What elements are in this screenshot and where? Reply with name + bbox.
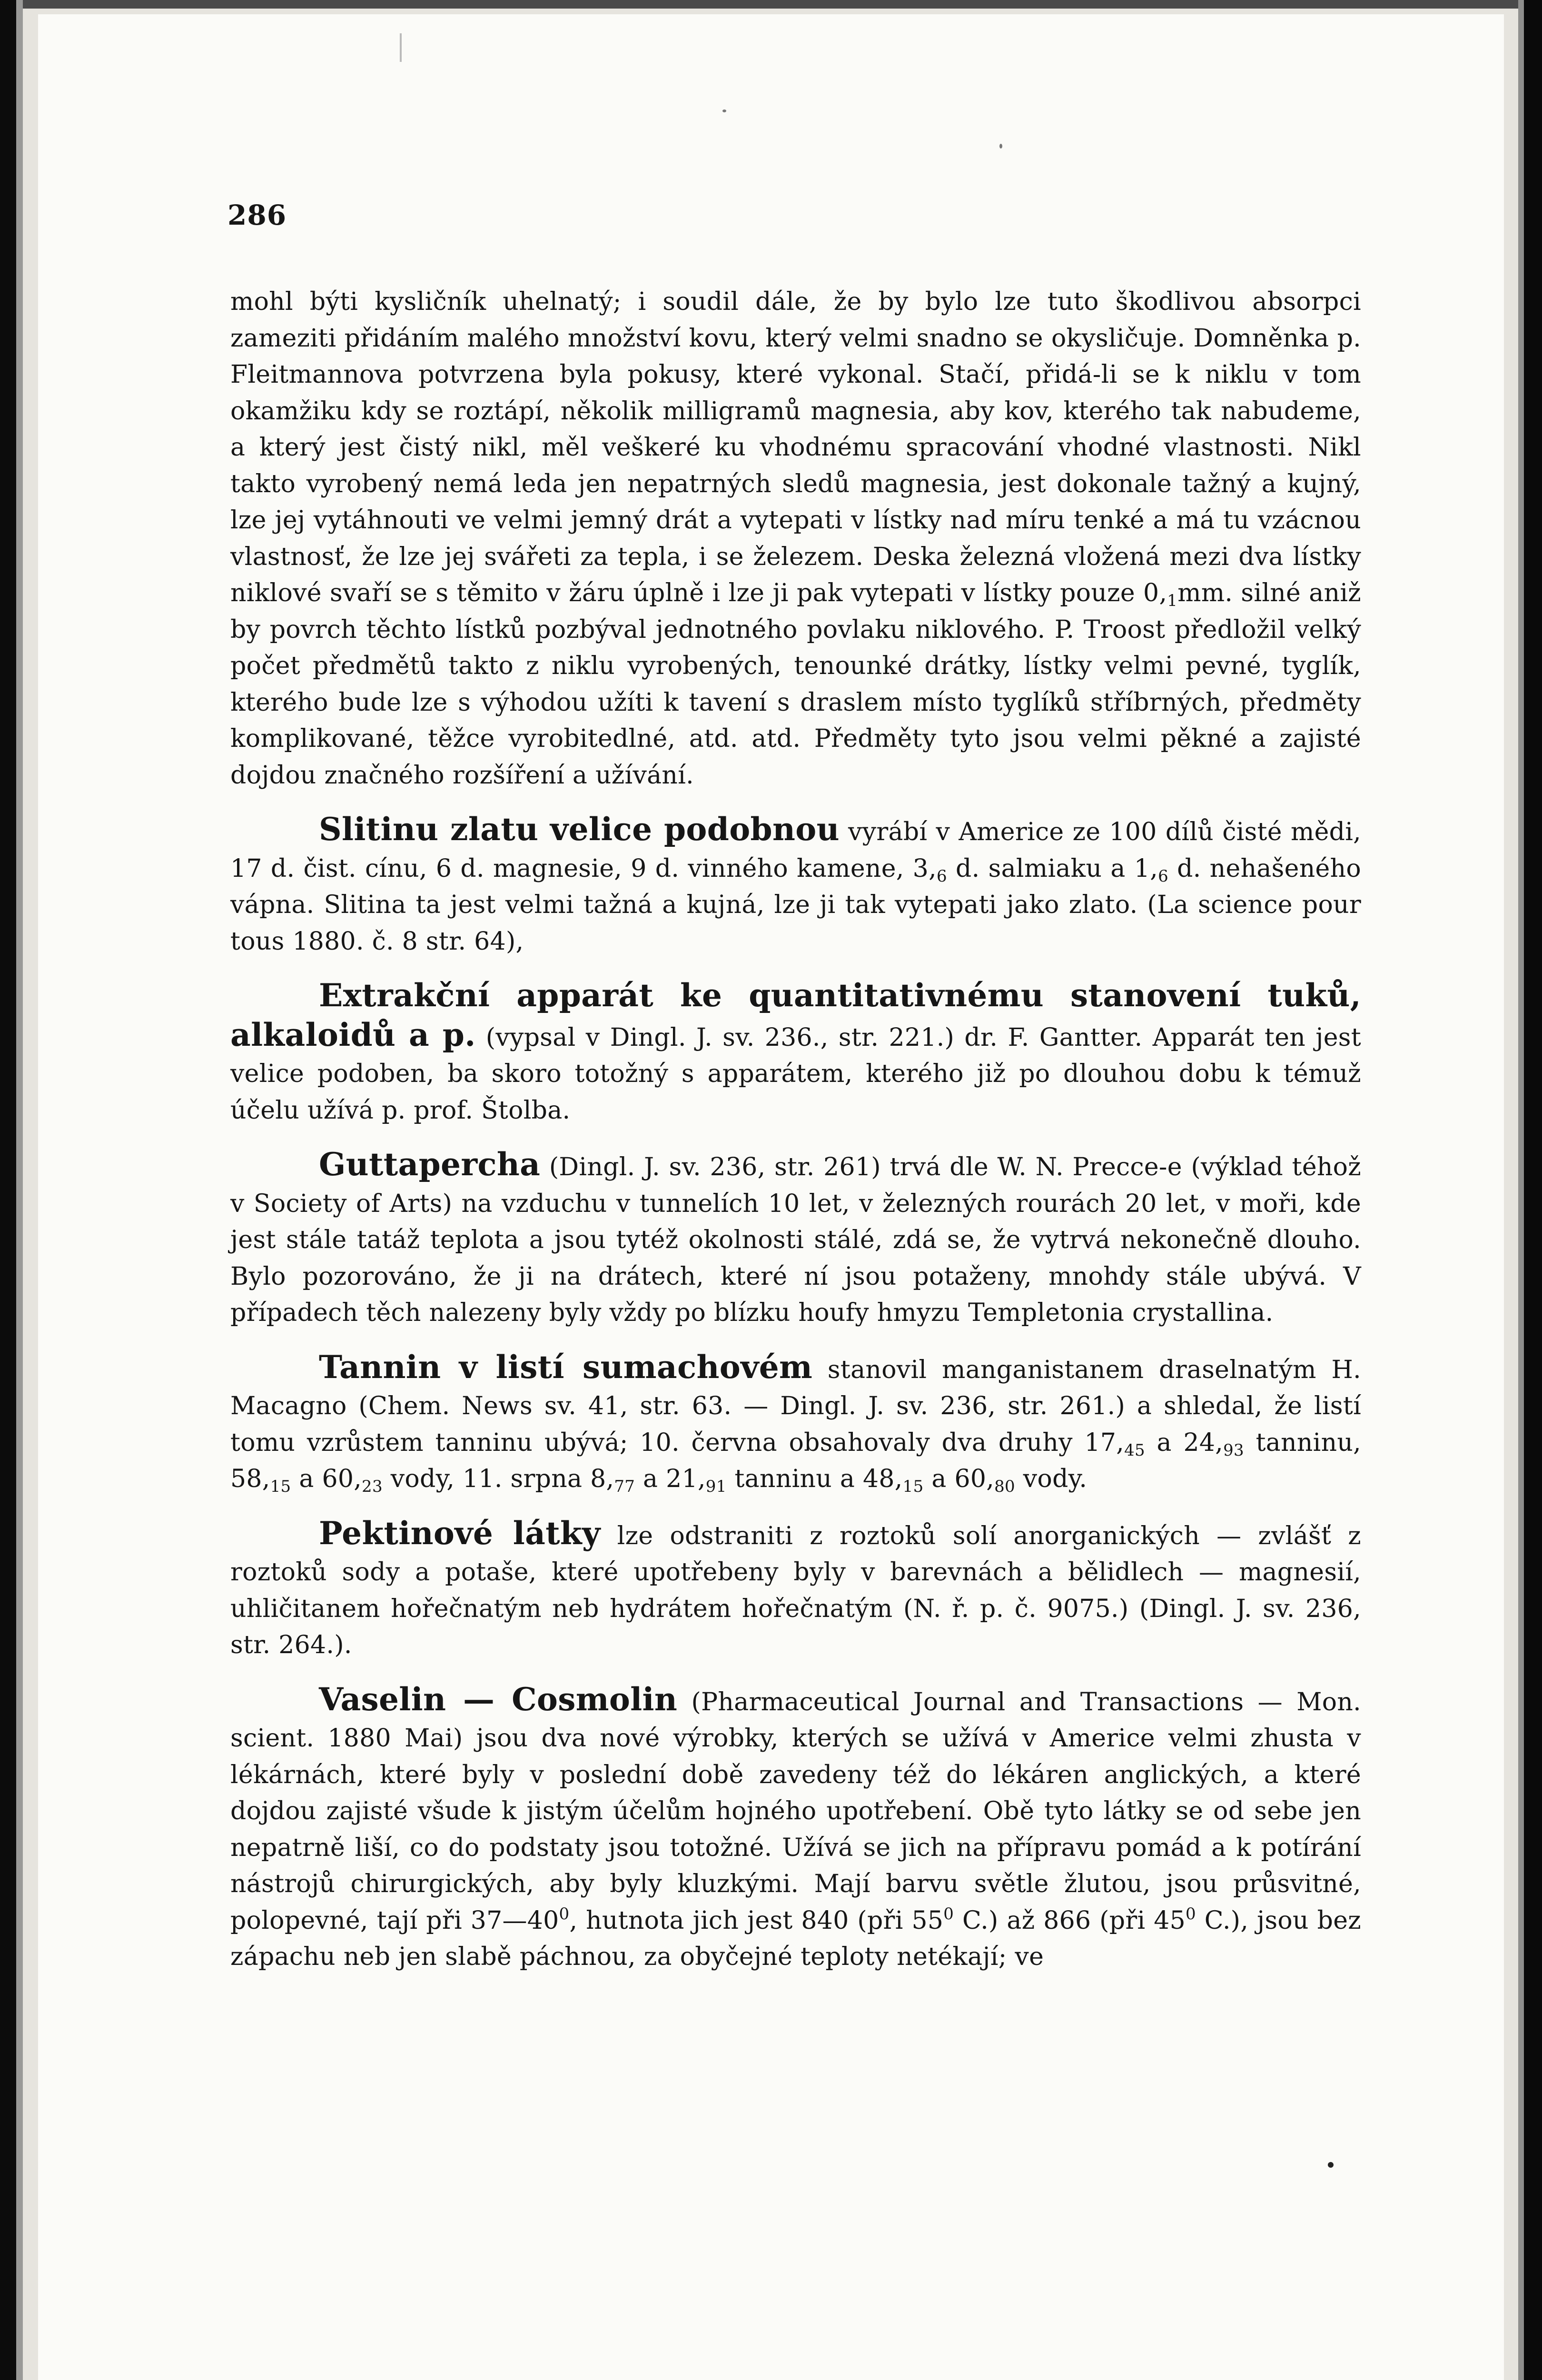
section-heading: Slitinu zlatu velice podobnou [319,811,840,848]
paragraph-nickel: mohl býti kysličník uhelnatý; i soudil dále, že by bylo lze tuto škodlivou absorpci zameziti přidáním malého množství kovu, který velmi snadno se okysličuje. Domněnka p. Fleitmannova potvrzena byla pokusy, které vykonal. Stačí, přidá-li se k niklu v tom okamžiku kdy se roztápí, několik milligramů magnesia, aby kov, kterého tak nabudeme, a který jest čistý nikl, měl veškeré ku vhodnému spracování vhodné vlastnosti. Nikl takto vyrobený nemá leda jen nepatrných sledů magnesia, jest dokonale tažný a kujný, lze jej vytáhnouti ve velmi jemný drát a vytepati v lístky nad míru tenké a má tu vzácnou vlastnosť, že lze jej svářeti za tepla, i se železem. Deska železná vložená mezi dva lístky niklové svaří se s těmito v žáru úplně i lze ji pak vytepati v lístky pouze $0,_1mm$. silné aniž by povrch těchto lístků pozbýval jednotného povlaku niklového. P. Troost předložil velký počet předmětů takto z niklu vyrobených, tenounké drátky, lístky velmi pevné, tyglík, kterého bude lze s výhodou užíti k tavení s draslem místo tyglíků stříbrných, předměty komplikované, těžce vyrobitedlné, atd. atd. Předměty tyto jsou velmi pěkné a zajisté dojdou značného rozšíření a užívání. [230,288,1362,790]
section-heading: Vaselin — Cosmolin [319,1680,678,1718]
paragraph-alloy: Slitinu zlatu velice podobnou vyrábí v Americe ze 100 dílů čisté mědi, 17 d. čist. cínu, 6 d. magnesie, 9 d. vinného kamene, $3,_6$ d. salmiaku a $1,_6$ d. nehašeného vápna. Slitina ta jest velmi tažná a kujná, lze ji tak vytepati jako zlato. (La science pour tous 1880. č. 8 str. 64), [230,811,1362,956]
section-heading: Tannin v listí sumachovém [319,1348,813,1386]
page-text [230,284,1361,1975]
speck [722,109,726,112]
section-heading: Guttapercha [319,1146,541,1183]
paragraph-vaselin: Vaselin — Cosmolin (Pharmaceutical Journal and Transactions — Mon. scient. 1880 Mai) jsou dva nové výrobky, kterých se užívá v Americe velmi zhusta v lékárnách, které byly v poslední době zavedeny též do lékáren anglických, a které dojdou zajisté všude k jistým účelům hojného upotřebení. Obě tyto látky se od sebe jen nepatrně liší, co do podstaty jsou totožné. Užívá se jich na přípravu pomád a k potírání nástrojů chirurgických, aby byly kluzkými. Mají barvu světle žlutou, jsou průsvitné, polopevné, tají při $37—40^0$, hutnota jich jest 840 (při $55^0$ C.) až 866 (při $45^0$ C.), jsou bez zápachu neb jen slabě páchnou, za obyčejné teploty netékají; ve [230,1680,1361,1971]
paragraph-guttapercha: Guttapercha (Dingl. J. sv. 236, str. 261) trvá dle W. N. Precce-e (výklad téhož v Society of Arts) na vzduchu v tunnelích 10 let, v železných rourách 20 let, v moři, kde jest stále tatáž teplota a jsou tytéž okolnosti stálé, zdá se, že vytrvá nekonečně dlouho. Bylo pozorováno, že ji na drátech, které ní jsou potaženy, mnohdy stále ubývá. V případech těch nalezeny byly vždy po blízku houfy hmyzu Templetonia crystallina. [230,1146,1361,1327]
speck [999,144,1002,149]
scan-edge-left-inner [16,0,23,2380]
speck [1328,2162,1334,2168]
scan-edge-right-inner [1518,0,1524,2380]
scan-edge-right [1524,0,1542,2380]
scan-edge-left [0,0,16,2380]
section-heading: Pektinové látky [319,1514,601,1552]
paragraph-pectin: Pektinové látky lze odstraniti z roztoků solí anorganických — zvlášť z roztoků sody a potaše, které upotřebeny byly v barevnách a bělidlech — magnesií, uhličitanem hořečnatým neb hydrátem hořečnatým (N. ř. p. č. 9075.) (Dingl. J. sv. 236, str. 264.). [230,1514,1361,1659]
scan-edge-top [0,0,1542,9]
paragraph-tannin: Tannin v listí sumachovém stanovil manganistanem draselnatým H. Macagno (Chem. News sv. 41, str. 63. — Dingl. J. sv. 236, str. 261.) a shledal, že listí tomu vzrůstem tanninu ubývá; 10. června obsahovaly dva druhy $17,_{45}$ a $24,_{93}$ tanninu, $58,_{15}$ a $60,_{23}$ vody, 11. srpna $8,_{77}$ a $21,_{91}$ tanninu a $48,_{15}$ a $60,_{80}$ vody. [230,1348,1361,1496]
paragraph-extraction: Extrakční apparát ke quantitativnému stanovení tuků, alkaloidů a p. (vypsal v Dingl. J. sv. 236., str. 221.) dr. F. Gantter. Apparát ten jest velice podoben, ba skoro totožný s apparátem, kterého již po dlouhou dobu k témuž účelu užívá p. prof. Štolba. [230,977,1361,1125]
page-number: 286 [227,199,287,231]
section-heading: Extrakční apparát ke quantitativnému stanovení tuků, alkaloidů a p. [230,977,1361,1053]
speck [400,33,402,62]
